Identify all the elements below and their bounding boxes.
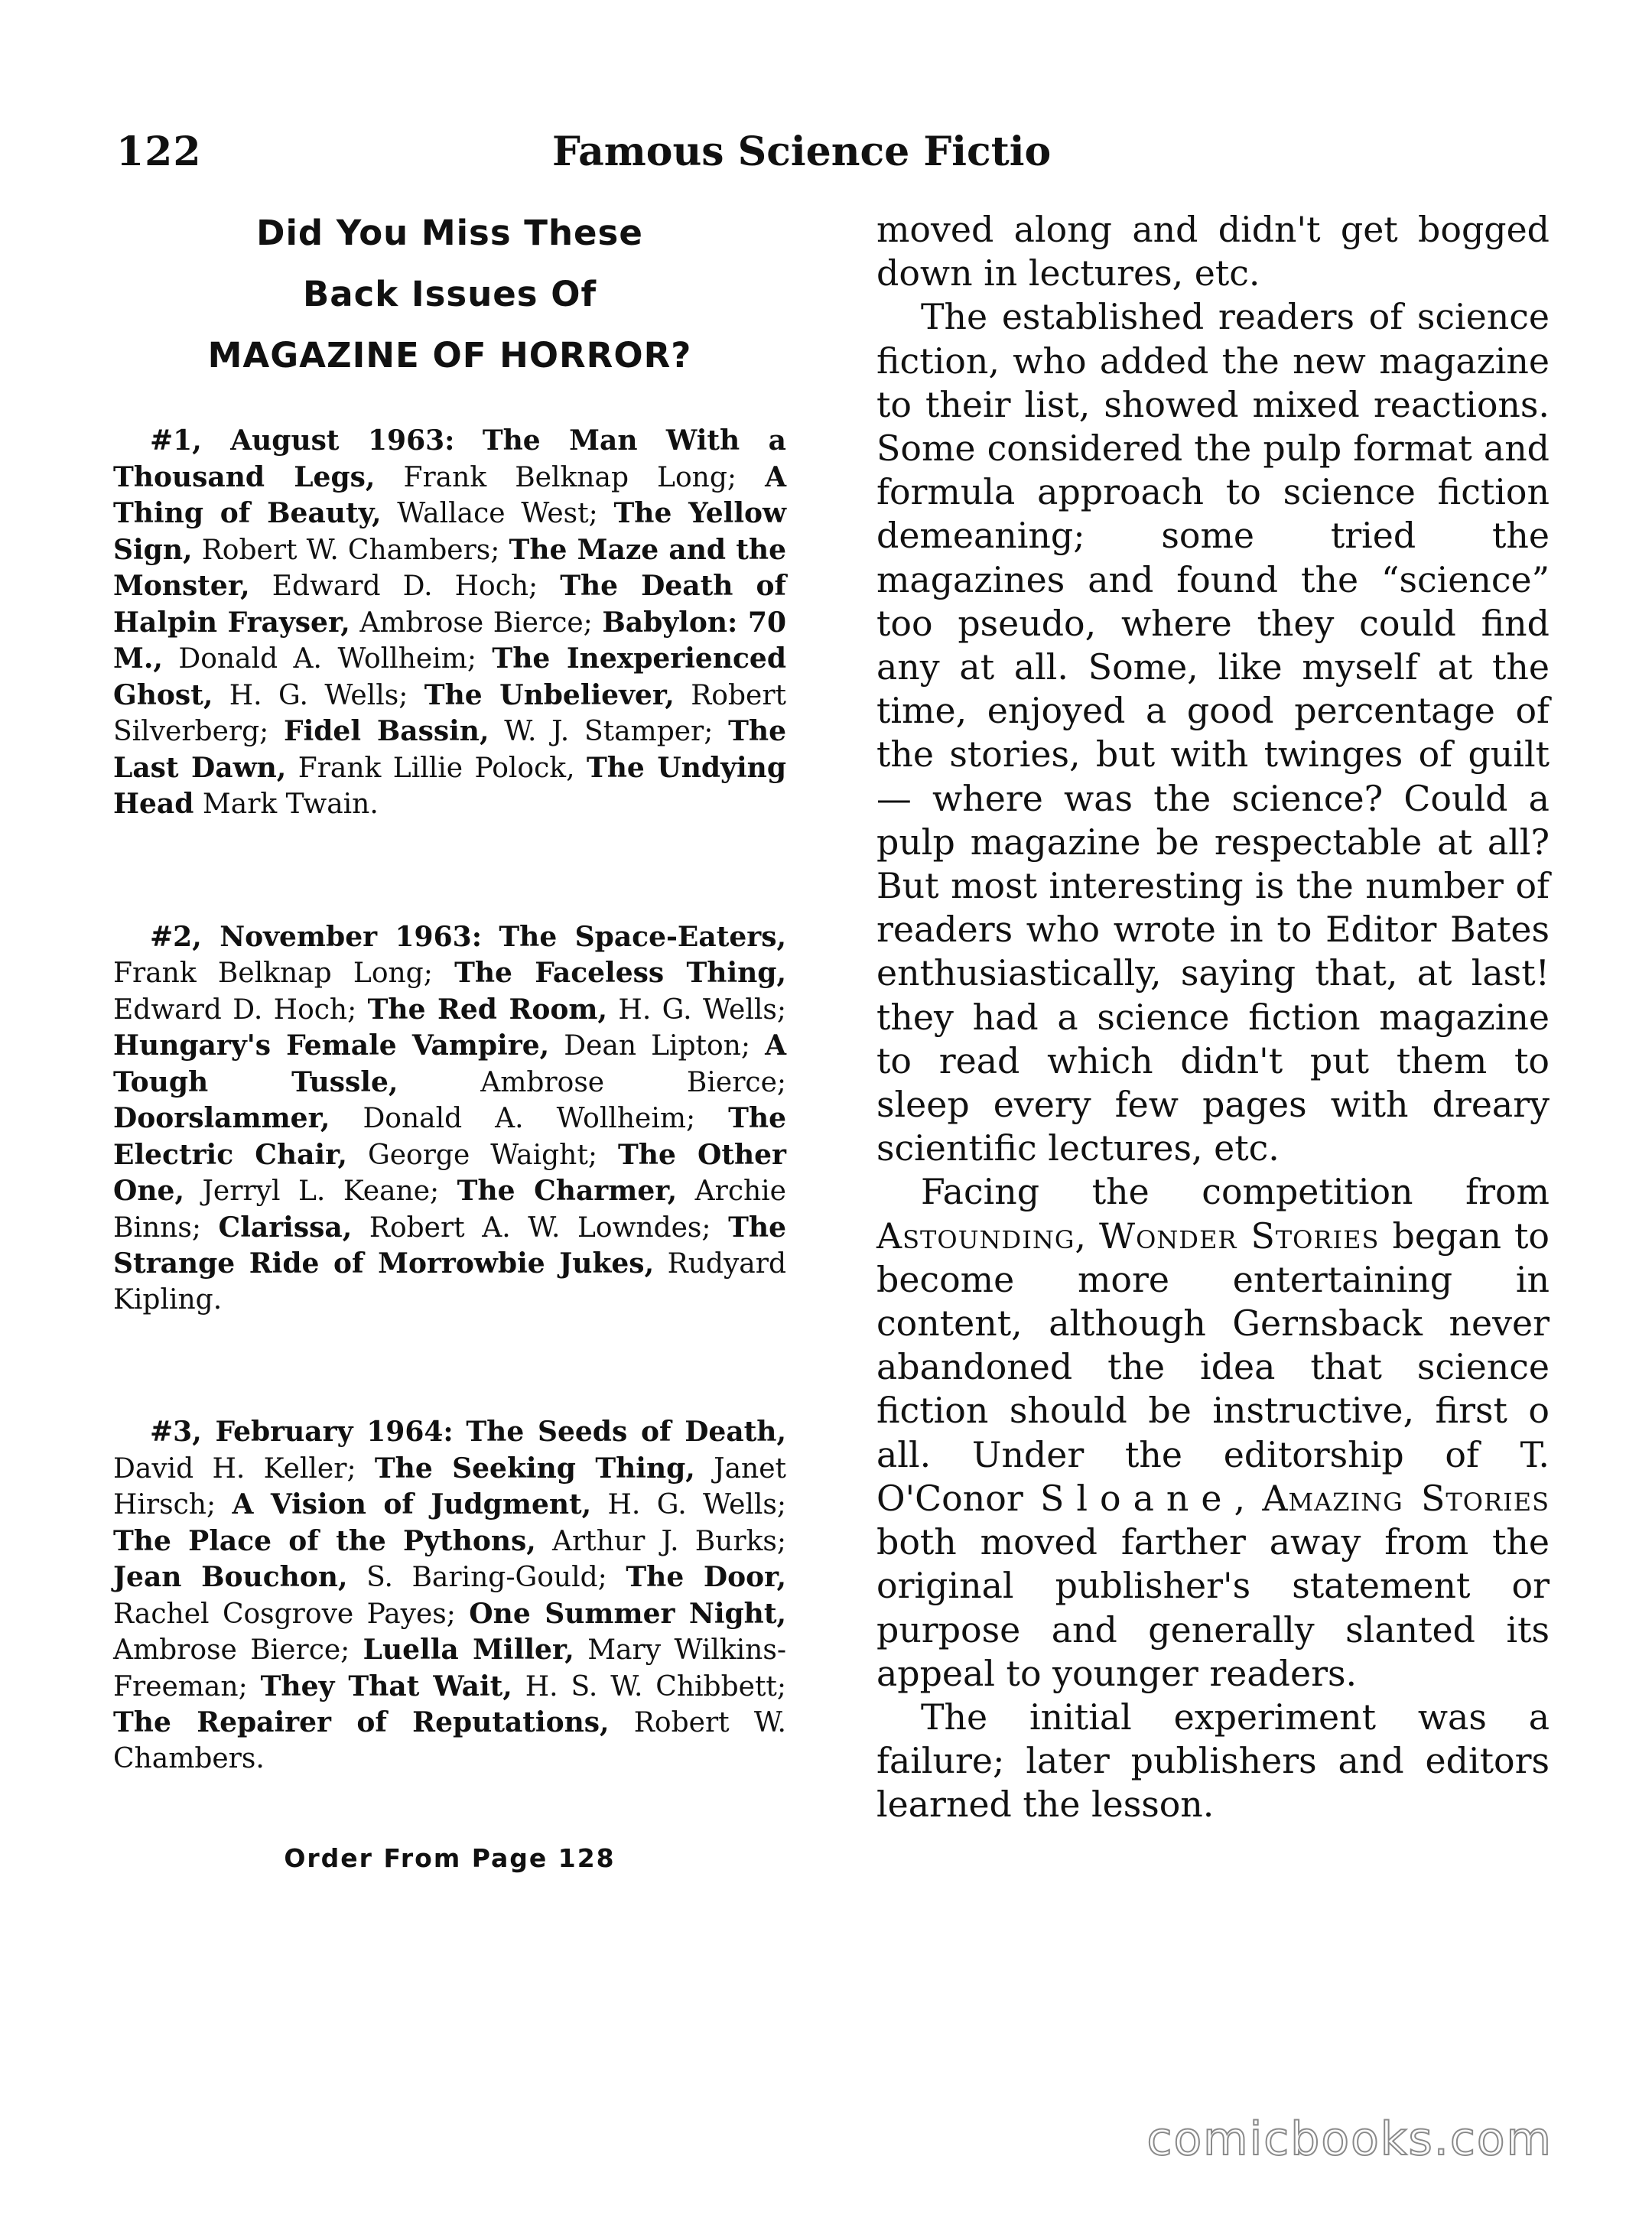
issue-entry: [113, 1414, 786, 1777]
back-issues-box: [113, 203, 786, 1777]
story-author: S. Baring-Gould;: [347, 1562, 626, 1593]
story-author: Robert Silverberg;: [113, 679, 787, 747]
story-title: Doorslammer,: [113, 1102, 330, 1134]
story-title: The Red Room,: [367, 993, 608, 1026]
story-author: George Waight;: [346, 1139, 618, 1171]
story-author: Frank Lillie Polock,: [286, 752, 587, 784]
article-paragraph: The initial experiment was a failure; later publishers and editors learned the lesson.: [876, 1696, 1550, 1826]
paragraph-text: ,: [1234, 1477, 1263, 1519]
story-author: Robert A. W. Lowndes;: [352, 1211, 729, 1244]
story-title: They That Wait,: [260, 1670, 512, 1703]
story-title: The Other One,: [113, 1138, 786, 1207]
story-title: Jean Bouchon,: [113, 1561, 348, 1593]
back-issues-heading: [113, 203, 786, 386]
story-author: Frank Belknap Long;: [113, 958, 455, 989]
magazine-name: Wonder Stories: [1099, 1215, 1380, 1257]
story-title: The Door,: [626, 1561, 786, 1593]
issue-date: #3, February 1964:: [150, 1416, 454, 1448]
paragraph-text: Facing the competition from: [921, 1171, 1550, 1213]
story-title: The Faceless Thing,: [454, 957, 786, 989]
story-author: Robert W. Chambers.: [113, 1707, 786, 1774]
story-author: Rudyard Kipling.: [113, 1248, 786, 1316]
story-title: Clarissa,: [218, 1211, 353, 1244]
story-title: The Space-Eaters,: [499, 920, 786, 953]
story-author: Mary Wilkins-Freeman;: [113, 1634, 786, 1703]
story-title: The Inexperienced Ghost,: [113, 642, 786, 711]
story-title: The Man With a Thousand Legs,: [113, 424, 786, 493]
story-title: The Repairer of Reputations,: [113, 1706, 610, 1738]
story-title: The Death of Halpin Frayser,: [113, 570, 787, 639]
story-author: H. G. Wells;: [607, 994, 786, 1026]
story-title: Fidel Bassin,: [284, 715, 489, 747]
magazine-name: Astounding: [876, 1215, 1075, 1257]
article-column: [876, 208, 1550, 1827]
story-title: Luella Miller,: [363, 1634, 574, 1666]
heading-line: Back Issues Of: [302, 274, 597, 314]
story-title: The Place of the Pythons,: [113, 1524, 536, 1557]
story-author: Rachel Cosgrove Payes;: [113, 1598, 470, 1630]
story-title: Babylon: 70 M.,: [113, 606, 787, 675]
heading-line: MAGAZINE OF HORROR?: [207, 335, 692, 376]
story-title: A Thing of Beauty,: [113, 460, 786, 529]
story-author: Edward D. Hoch;: [249, 571, 561, 602]
story-title: A Tough Tussle,: [113, 1029, 787, 1098]
story-title: The Undying Head: [113, 751, 786, 820]
story-author: Mark Twain.: [193, 789, 379, 820]
story-author: H. G. Wells;: [591, 1489, 787, 1520]
story-title: The Strange Ride of Morrowbie Jukes,: [113, 1211, 787, 1280]
story-author: H. S. W. Chibbett;: [512, 1670, 787, 1703]
story-title: The Maze and the Monster,: [113, 533, 786, 602]
story-author: W. J. Stamper;: [489, 716, 729, 747]
paragraph-text: both moved farther away from the original publisher's statement or purpose and generally slanted its appeal to younger readers.: [876, 1521, 1550, 1694]
story-author: Arthur J. Burks;: [535, 1525, 786, 1557]
story-author: Archie Binns;: [113, 1176, 786, 1244]
story-author: Frank Belknap Long;: [375, 461, 766, 493]
order-from-page-note: Order From Page 128: [284, 1843, 616, 1873]
paragraph-text: ,: [1075, 1215, 1099, 1257]
story-title: The Seeking Thing,: [374, 1452, 695, 1485]
editor-name: Sloane: [1040, 1477, 1234, 1519]
story-author: Donald A. Wollheim;: [330, 1103, 729, 1134]
story-author: David H. Keller;: [113, 1452, 375, 1485]
story-author: Robert W. Chambers;: [192, 534, 509, 566]
story-author: Ambrose Bierce;: [350, 607, 603, 639]
story-title: The Seeds of Death,: [466, 1416, 786, 1448]
issue-entry: [113, 919, 786, 1319]
story-author: Wallace West;: [381, 498, 614, 529]
story-title: The Yellow Sign,: [113, 497, 786, 566]
issue-entry: [113, 423, 786, 823]
page-number: 122: [116, 128, 202, 175]
story-author: Ambrose Bierce;: [113, 1634, 363, 1666]
article-paragraph: The established readers of science fiction, who added the new magazine to their list, showed mixed reactions. Some considered the pulp format and formula approach to science fiction demeaning; some tried the magazines and found the “science” too pseudo, where they could find any at all. Some, like myself at the time, enjoyed a good percentage of the stories, but with twinges of guilt — where was the science? Could a pulp magazine be respectable at all? But most interesting is the number of readers who wrote in to Editor Bates enthusiastically, saying that, at last! they had a science fiction magazine to read which didn't put them to sleep every few pages with dreary scientific lectures, etc.: [876, 296, 1550, 1169]
story-author: Donald A. Wollheim;: [162, 643, 493, 675]
story-title: The Electric Chair,: [113, 1102, 786, 1171]
issue-list: [113, 423, 786, 1777]
story-title: The Charmer,: [457, 1175, 678, 1207]
story-author: Janet Hirsch;: [113, 1452, 787, 1520]
heading-line: Did You Miss These: [256, 213, 643, 253]
story-title: Hungary's Female Vampire,: [113, 1029, 550, 1062]
story-author: H. G. Wells;: [213, 679, 424, 711]
running-title: Famous Science Fictio: [552, 128, 1052, 175]
story-title: A Vision of Judgment,: [232, 1488, 592, 1520]
paragraph-text: began to become more entertaining in content, although Gernsback never abandoned the idea that science fiction should be instructive, first o all. Under the editorship of T. O'Conor: [876, 1215, 1550, 1519]
story-author: Dean Lipton;: [549, 1030, 766, 1062]
story-title: The Unbeliever,: [424, 678, 675, 711]
story-author: Jerryl L. Keane;: [184, 1176, 457, 1207]
article-paragraph: moved along and didn't get bogged down in lectures, etc.: [876, 209, 1550, 294]
article-paragraph: [876, 1170, 1550, 1695]
magazine-name: Amazing Stories: [1262, 1477, 1550, 1519]
story-author: Edward D. Hoch;: [113, 994, 368, 1026]
story-title: The Last Dawn,: [113, 715, 786, 784]
issue-date: #1, August 1963:: [150, 424, 455, 457]
story-author: Ambrose Bierce;: [398, 1066, 786, 1098]
story-title: One Summer Night,: [469, 1597, 786, 1630]
watermark-logo: comicbooks.com: [1146, 2112, 1553, 2166]
issue-date: #2, November 1963:: [150, 920, 482, 953]
